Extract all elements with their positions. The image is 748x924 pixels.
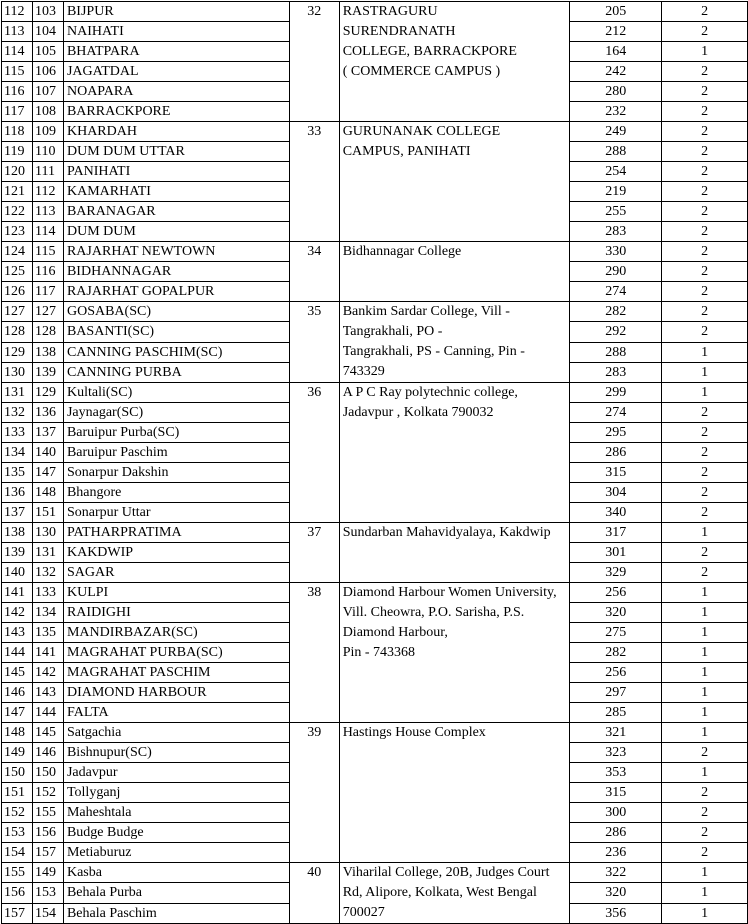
ac-number-cell: 144 (32, 703, 63, 723)
booth-count-cell: 286 (570, 823, 662, 843)
table-count-cell: 2 (662, 503, 748, 523)
table-count-cell: 2 (662, 843, 748, 863)
ac-number-cell: 146 (32, 743, 63, 763)
constituency-name-cell: CANNING PASCHIM(SC) (63, 342, 289, 362)
constituency-name-cell: Kultali(SC) (63, 383, 289, 403)
serial-number-cell: 134 (2, 443, 33, 463)
ac-number-cell: 141 (32, 643, 63, 663)
ac-number-cell: 132 (32, 563, 63, 583)
constituency-name-cell: DIAMOND HARBOUR (63, 683, 289, 703)
constituency-name-cell: Maheshtala (63, 803, 289, 823)
ac-number-cell: 136 (32, 403, 63, 423)
ac-number-cell: 111 (32, 162, 63, 182)
table-count-cell: 2 (662, 122, 748, 142)
serial-number-cell: 125 (2, 262, 33, 282)
ac-number-cell: 108 (32, 102, 63, 122)
serial-number-cell: 112 (2, 2, 33, 22)
booth-count-cell: 164 (570, 42, 662, 62)
table-count-cell: 2 (662, 102, 748, 122)
booth-count-cell: 242 (570, 62, 662, 82)
serial-number-cell: 154 (2, 843, 33, 863)
serial-number-cell: 132 (2, 403, 33, 423)
ac-number-cell: 127 (32, 302, 63, 322)
constituency-name-cell: CANNING PURBA (63, 362, 289, 382)
booth-count-cell: 232 (570, 102, 662, 122)
serial-number-cell: 123 (2, 222, 33, 242)
table-count-cell: 2 (662, 62, 748, 82)
booth-count-cell: 322 (570, 863, 662, 883)
constituency-name-cell: Bhangore (63, 483, 289, 503)
booth-count-cell: 288 (570, 342, 662, 362)
venue-line: 743329 (342, 364, 385, 379)
constituency-name-cell: NAIHATI (63, 22, 289, 42)
serial-number-cell: 127 (2, 302, 33, 322)
constituency-name-cell: FALTA (63, 703, 289, 723)
serial-number-cell: 150 (2, 763, 33, 783)
constituency-name-cell: Metiaburuz (63, 843, 289, 863)
serial-number-cell: 144 (2, 643, 33, 663)
constituency-name-cell: BHATPARA (63, 42, 289, 62)
constituency-name-cell: RAIDIGHI (63, 603, 289, 623)
serial-number-cell: 147 (2, 703, 33, 723)
ac-number-cell: 104 (32, 22, 63, 42)
serial-number-cell: 155 (2, 863, 33, 883)
booth-count-cell: 282 (570, 643, 662, 663)
centre-venue-cell (339, 723, 570, 863)
ac-number-cell: 117 (32, 282, 63, 302)
table-count-cell: 1 (662, 763, 748, 783)
booth-count-cell: 286 (570, 443, 662, 463)
constituency-name-cell: KAKDWIP (63, 543, 289, 563)
table-count-cell: 2 (662, 282, 748, 302)
constituency-name-cell: Jaynagar(SC) (63, 403, 289, 423)
booth-count-cell: 275 (570, 623, 662, 643)
ac-number-cell: 138 (32, 342, 63, 362)
booth-count-cell: 315 (570, 463, 662, 483)
serial-number-cell: 126 (2, 282, 33, 302)
table-row (2, 2, 748, 22)
centre-number-cell: 39 (289, 723, 339, 863)
serial-number-cell: 128 (2, 322, 33, 342)
serial-number-cell: 152 (2, 803, 33, 823)
constituency-name-cell: BIDHANNAGAR (63, 262, 289, 282)
table-row (2, 242, 748, 262)
booth-count-cell: 255 (570, 202, 662, 222)
booth-count-cell: 290 (570, 262, 662, 282)
serial-number-cell: 116 (2, 82, 33, 102)
table-count-cell: 2 (662, 563, 748, 583)
constituency-name-cell: KHARDAH (63, 122, 289, 142)
serial-number-cell: 122 (2, 202, 33, 222)
table-count-cell: 2 (662, 443, 748, 463)
constituency-name-cell: Baruipur Purba(SC) (63, 423, 289, 443)
table-count-cell: 2 (662, 222, 748, 242)
ac-number-cell: 113 (32, 202, 63, 222)
ac-number-cell: 115 (32, 242, 63, 262)
centre-venue-cell (339, 2, 570, 122)
constituency-name-cell: Tollyganj (63, 783, 289, 803)
centre-number-cell: 33 (289, 122, 339, 242)
venue-line: Viharilal College, 20B, Judges Court (342, 865, 550, 880)
venue-line: ( COMMERCE CAMPUS ) (342, 64, 501, 79)
ac-number-cell: 103 (32, 2, 63, 22)
serial-number-cell: 140 (2, 563, 33, 583)
venue-line: COLLEGE, BARRACKPORE (342, 44, 517, 59)
ac-number-cell: 154 (32, 903, 63, 923)
booth-count-cell: 282 (570, 302, 662, 322)
booth-count-cell: 254 (570, 162, 662, 182)
table-count-cell: 2 (662, 162, 748, 182)
table-row (2, 302, 748, 322)
ac-number-cell: 107 (32, 82, 63, 102)
constituency-name-cell: BARANAGAR (63, 202, 289, 222)
centre-number-cell: 38 (289, 583, 339, 723)
table-count-cell: 2 (662, 783, 748, 803)
venue-line: Tangrakhali, PO - (342, 324, 443, 339)
serial-number-cell: 146 (2, 683, 33, 703)
serial-number-cell: 119 (2, 142, 33, 162)
table-count-cell: 2 (662, 483, 748, 503)
centre-number-cell: 40 (289, 863, 339, 924)
constituency-name-cell: Bishnupur(SC) (63, 743, 289, 763)
serial-number-cell: 143 (2, 623, 33, 643)
constituency-name-cell: BASANTI(SC) (63, 322, 289, 342)
constituency-name-cell: PATHARPRATIMA (63, 523, 289, 543)
serial-number-cell: 129 (2, 342, 33, 362)
booth-count-cell: 304 (570, 483, 662, 503)
booth-count-cell: 285 (570, 703, 662, 723)
serial-number-cell: 113 (2, 22, 33, 42)
ac-number-cell: 137 (32, 423, 63, 443)
table-count-cell: 2 (662, 302, 748, 322)
constituency-name-cell: RAJARHAT GOPALPUR (63, 282, 289, 302)
constituency-name-cell: Satgachia (63, 723, 289, 743)
table-count-cell: 1 (662, 723, 748, 743)
ac-number-cell: 157 (32, 843, 63, 863)
serial-number-cell: 148 (2, 723, 33, 743)
constituency-name-cell: Baruipur Paschim (63, 443, 289, 463)
serial-number-cell: 137 (2, 503, 33, 523)
constituency-name-cell: Sonarpur Uttar (63, 503, 289, 523)
venue-line: Bankim Sardar College, Vill - (342, 304, 510, 319)
ac-number-cell: 109 (32, 122, 63, 142)
table-count-cell: 2 (662, 182, 748, 202)
booth-count-cell: 330 (570, 242, 662, 262)
centre-venue-cell (339, 383, 570, 523)
venue-line: A P C Ray polytechnic college, (342, 385, 518, 400)
booth-count-cell: 292 (570, 322, 662, 342)
table-count-cell: 2 (662, 543, 748, 563)
booth-count-cell: 283 (570, 222, 662, 242)
serial-number-cell: 133 (2, 423, 33, 443)
venue-line: CAMPUS, PANIHATI (342, 144, 471, 159)
table-count-cell: 1 (662, 342, 748, 362)
booth-count-cell: 212 (570, 22, 662, 42)
table-count-cell: 1 (662, 603, 748, 623)
table-count-cell: 2 (662, 22, 748, 42)
serial-number-cell: 115 (2, 62, 33, 82)
venue-line: GURUNANAK COLLEGE (342, 124, 501, 139)
serial-number-cell: 117 (2, 102, 33, 122)
ac-number-cell: 139 (32, 362, 63, 382)
serial-number-cell: 145 (2, 663, 33, 683)
booth-count-cell: 300 (570, 803, 662, 823)
table-count-cell: 2 (662, 823, 748, 843)
venue-line: RASTRAGURU (342, 4, 438, 19)
venue-line: Vill. Cheowra, P.O. Sarisha, P.S. (342, 605, 525, 620)
booth-count-cell: 321 (570, 723, 662, 743)
constituency-name-cell: DUM DUM (63, 222, 289, 242)
serial-number-cell: 120 (2, 162, 33, 182)
table-count-cell: 2 (662, 142, 748, 162)
serial-number-cell: 131 (2, 383, 33, 403)
booth-count-cell: 295 (570, 423, 662, 443)
serial-number-cell: 156 (2, 883, 33, 903)
ac-number-cell: 131 (32, 543, 63, 563)
serial-number-cell: 135 (2, 463, 33, 483)
booth-count-cell: 274 (570, 282, 662, 302)
constituency-name-cell: GOSABA(SC) (63, 302, 289, 322)
venue-line: Diamond Harbour Women University, (342, 585, 557, 600)
venue-line: Pin - 743368 (342, 645, 416, 660)
table-count-cell: 1 (662, 663, 748, 683)
centre-venue-cell (339, 863, 570, 924)
constituency-name-cell: Kasba (63, 863, 289, 883)
ac-number-cell: 151 (32, 503, 63, 523)
venue-line: Jadavpur , Kolkata 790032 (342, 405, 494, 420)
table-count-cell: 2 (662, 463, 748, 483)
constituency-name-cell: MAGRAHAT PASCHIM (63, 663, 289, 683)
booth-count-cell: 288 (570, 142, 662, 162)
ac-number-cell: 129 (32, 383, 63, 403)
centre-venue-cell (339, 523, 570, 583)
table-count-cell: 2 (662, 743, 748, 763)
table-count-cell: 1 (662, 643, 748, 663)
booth-count-cell: 329 (570, 563, 662, 583)
centre-number-cell: 35 (289, 302, 339, 383)
serial-number-cell: 141 (2, 583, 33, 603)
booth-count-cell: 320 (570, 883, 662, 903)
ac-number-cell: 155 (32, 803, 63, 823)
venue-line: Bidhannagar College (342, 244, 462, 259)
serial-number-cell: 130 (2, 362, 33, 382)
ac-number-cell: 145 (32, 723, 63, 743)
ac-number-cell: 106 (32, 62, 63, 82)
centre-venue-cell (339, 583, 570, 723)
table-count-cell: 2 (662, 202, 748, 222)
table-row (2, 723, 748, 743)
constituency-name-cell: Behala Purba (63, 883, 289, 903)
table-row (2, 863, 748, 883)
constituency-name-cell: BIJPUR (63, 2, 289, 22)
constituency-name-cell: Behala Paschim (63, 903, 289, 923)
constituency-name-cell: PANIHATI (63, 162, 289, 182)
table-count-cell: 2 (662, 2, 748, 22)
centre-venue-cell (339, 122, 570, 242)
ac-number-cell: 152 (32, 783, 63, 803)
table-row (2, 122, 748, 142)
booth-count-cell: 299 (570, 383, 662, 403)
serial-number-cell: 139 (2, 543, 33, 563)
centre-venue-cell (339, 242, 570, 302)
ac-number-cell: 150 (32, 763, 63, 783)
venue-line: Diamond Harbour, (342, 625, 448, 640)
ac-number-cell: 116 (32, 262, 63, 282)
serial-number-cell: 142 (2, 603, 33, 623)
ac-number-cell: 134 (32, 603, 63, 623)
booth-count-cell: 249 (570, 122, 662, 142)
serial-number-cell: 114 (2, 42, 33, 62)
centre-number-cell: 34 (289, 242, 339, 302)
booth-count-cell: 356 (570, 903, 662, 923)
venue-line: Sundarban Mahavidyalaya, Kakdwip (342, 525, 551, 540)
table-count-cell: 2 (662, 262, 748, 282)
serial-number-cell: 149 (2, 743, 33, 763)
constituency-name-cell: MAGRAHAT PURBA(SC) (63, 643, 289, 663)
ac-number-cell: 105 (32, 42, 63, 62)
booth-count-cell: 297 (570, 683, 662, 703)
centre-venue-cell (339, 302, 570, 383)
serial-number-cell: 153 (2, 823, 33, 843)
table-count-cell: 1 (662, 903, 748, 923)
serial-number-cell: 138 (2, 523, 33, 543)
ac-number-cell: 153 (32, 883, 63, 903)
booth-count-cell: 353 (570, 763, 662, 783)
table-count-cell: 2 (662, 423, 748, 443)
booth-count-cell: 301 (570, 543, 662, 563)
constituency-name-cell: KAMARHATI (63, 182, 289, 202)
table-count-cell: 1 (662, 583, 748, 603)
table-count-cell: 1 (662, 42, 748, 62)
booth-count-cell: 323 (570, 743, 662, 763)
serial-number-cell: 124 (2, 242, 33, 262)
table-count-cell: 2 (662, 803, 748, 823)
constituency-name-cell: DUM DUM UTTAR (63, 142, 289, 162)
booth-count-cell: 315 (570, 783, 662, 803)
ac-number-cell: 149 (32, 863, 63, 883)
ac-number-cell: 147 (32, 463, 63, 483)
constituency-name-cell: Budge Budge (63, 823, 289, 843)
ac-number-cell: 148 (32, 483, 63, 503)
constituency-name-cell: MANDIRBAZAR(SC) (63, 623, 289, 643)
constituency-name-cell: BARRACKPORE (63, 102, 289, 122)
table-count-cell: 2 (662, 403, 748, 423)
table-count-cell: 2 (662, 322, 748, 342)
centre-number-cell: 32 (289, 2, 339, 122)
serial-number-cell: 136 (2, 483, 33, 503)
booth-count-cell: 317 (570, 523, 662, 543)
ac-number-cell: 156 (32, 823, 63, 843)
constituency-name-cell: KULPI (63, 583, 289, 603)
booth-count-cell: 283 (570, 362, 662, 382)
table-body (2, 2, 748, 924)
table-row (2, 383, 748, 403)
table-count-cell: 2 (662, 242, 748, 262)
ac-number-cell: 140 (32, 443, 63, 463)
constituency-name-cell: JAGATDAL (63, 62, 289, 82)
centre-number-cell: 36 (289, 383, 339, 523)
constituency-name-cell: SAGAR (63, 563, 289, 583)
table-count-cell: 1 (662, 883, 748, 903)
table-count-cell: 1 (662, 683, 748, 703)
ac-number-cell: 112 (32, 182, 63, 202)
serial-number-cell: 151 (2, 783, 33, 803)
booth-count-cell: 256 (570, 583, 662, 603)
serial-number-cell: 121 (2, 182, 33, 202)
venue-line: 700027 (342, 905, 385, 920)
constituency-name-cell: Sonarpur Dakshin (63, 463, 289, 483)
centre-number-cell: 37 (289, 523, 339, 583)
booth-count-cell: 274 (570, 403, 662, 423)
venue-line: Tangrakhali, PS - Canning, Pin - (342, 344, 525, 359)
ac-number-cell: 142 (32, 663, 63, 683)
constituency-name-cell: Jadavpur (63, 763, 289, 783)
table-row (2, 523, 748, 543)
ac-number-cell: 133 (32, 583, 63, 603)
counting-centre-table (1, 1, 748, 924)
table-count-cell: 1 (662, 863, 748, 883)
table-count-cell: 1 (662, 703, 748, 723)
booth-count-cell: 340 (570, 503, 662, 523)
ac-number-cell: 130 (32, 523, 63, 543)
constituency-name-cell: RAJARHAT NEWTOWN (63, 242, 289, 262)
booth-count-cell: 205 (570, 2, 662, 22)
booth-count-cell: 219 (570, 182, 662, 202)
serial-number-cell: 157 (2, 903, 33, 923)
table-count-cell: 1 (662, 623, 748, 643)
venue-line: Hastings House Complex (342, 725, 486, 740)
booth-count-cell: 236 (570, 843, 662, 863)
constituency-name-cell: NOAPARA (63, 82, 289, 102)
serial-number-cell: 118 (2, 122, 33, 142)
ac-number-cell: 143 (32, 683, 63, 703)
ac-number-cell: 135 (32, 623, 63, 643)
ac-number-cell: 114 (32, 222, 63, 242)
booth-count-cell: 280 (570, 82, 662, 102)
table-count-cell: 2 (662, 82, 748, 102)
venue-line: SURENDRANATH (342, 24, 456, 39)
ac-number-cell: 110 (32, 142, 63, 162)
booth-count-cell: 256 (570, 663, 662, 683)
table-count-cell: 1 (662, 523, 748, 543)
ac-number-cell: 128 (32, 322, 63, 342)
table-count-cell: 1 (662, 383, 748, 403)
table-count-cell: 1 (662, 362, 748, 382)
booth-count-cell: 320 (570, 603, 662, 623)
table-row (2, 583, 748, 603)
venue-line: Rd, Alipore, Kolkata, West Bengal (342, 885, 537, 900)
